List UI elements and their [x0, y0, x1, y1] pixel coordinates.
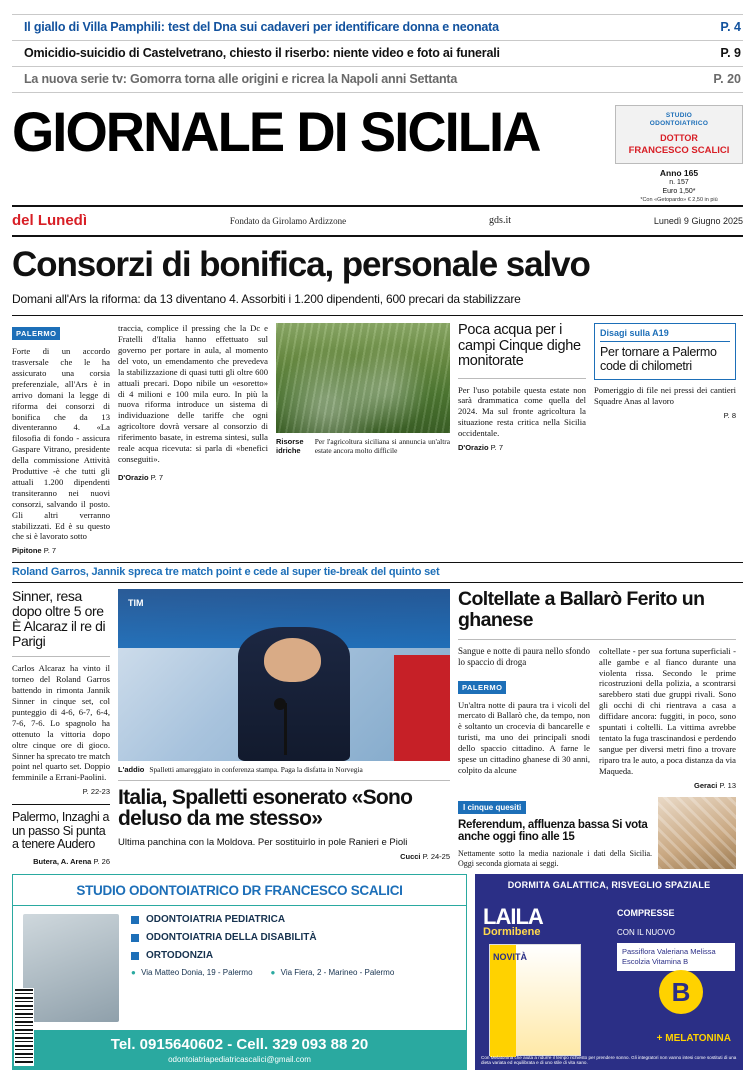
- ad-service-item: [131, 950, 456, 961]
- water-body: Per l'uso potabile questa estate non sarà drammatica come quella del 2024. Ma sul fronte agricoltura la situazione resta critica nella Sicilia occidentale.: [458, 384, 586, 439]
- ad-dental-services: [119, 914, 456, 1022]
- referendum-title: Referendum, affluenza bassa Si vota anche oggi fino alle 15: [458, 818, 648, 844]
- ad-service-label: ORTODONZIA: [146, 950, 214, 961]
- ad-laila-copy: [617, 908, 735, 971]
- ballaro-body-right: coltellate - per sua fortuna superficiali - alle gambe e al fianco durante una violenta rissa. Secondo le prime ricostruzioni della polizia, a scontrarsi sarebbero stati due gruppi rivali. Sono gli occhi di chi rientrava a casa a diffidare ancora: fuggiti, in poco, sono spuntati i coltelli. La vittima avrebbe tentato la fuga trascinandosi e perdendo sangue per diversi metri fino a trovare riparo tra le auto, a poca distanza da via Maqueda.: [599, 645, 736, 776]
- byline-page: P. 26: [93, 857, 110, 867]
- column-spalletti: [118, 589, 450, 869]
- masthead-ad-box[interactable]: [615, 105, 743, 164]
- masthead-info-bar: [12, 207, 743, 237]
- inzaghi-headline[interactable]: Palermo, Inzaghi a un passo Si punta a tenere Audero: [12, 810, 110, 851]
- sport-banner[interactable]: Roland Garros, Jannik spreca tre match point e cede al super tie-break del quinto set: [12, 562, 743, 583]
- caption-lead: Risorse idriche: [276, 437, 304, 456]
- ad-service-label: ODONTOIATRIA DELLA DISABILITÀ: [146, 932, 317, 943]
- bottom-advertisements: [12, 874, 743, 1070]
- mid-grid: [12, 583, 743, 869]
- ad-email[interactable]: odontoiatriapediatricascalici@gmail.com: [13, 1055, 466, 1070]
- caption-text: Per l'agricoltura siciliana si annuncia un'altra estate ancora molto difficile: [314, 437, 450, 456]
- divider: [12, 804, 110, 805]
- masthead-ad-line3: DOTTOR: [660, 133, 698, 144]
- teaser-text: Il giallo di Villa Pamphili: test del Dna sui cadaveri per identificare donna e neonata: [24, 20, 499, 34]
- photo-sponsor-label: TIM: [128, 598, 144, 609]
- byline-name: Geraci: [694, 780, 718, 790]
- ad-dental-photo: [23, 914, 119, 1022]
- story-left-byline: [12, 546, 110, 555]
- ad-service-label: ODONTOIATRIA PEDIATRICA: [146, 914, 286, 925]
- teaser-text: La nuova serie tv: Gomorra torna alle origini e ricrea la Napoli anni Settanta: [24, 72, 458, 86]
- byline-page: P. 24-25: [422, 852, 450, 862]
- byline-name: Butera, A. Arena: [33, 857, 92, 867]
- masthead-meta: [615, 168, 743, 203]
- lead-headline[interactable]: Consorzi di bonifica, personale salvo: [12, 245, 590, 285]
- website-link[interactable]: gds.it: [489, 215, 511, 227]
- ad-address-label: Via Fiera, 2 - Marineo - Palermo: [280, 968, 395, 977]
- barcode: [14, 988, 34, 1066]
- a19-title: Per tornare a Palermo code di chilometri: [600, 345, 717, 373]
- column-ballaro: [458, 589, 736, 869]
- inzaghi-byline: [12, 857, 110, 866]
- ad-laila-dormibene[interactable]: [475, 874, 743, 1070]
- teaser-page: P. 20: [713, 72, 741, 86]
- ad-laila-ingredients: Passiflora Valeriana Melissa Escolzia Vitamina B: [617, 943, 735, 971]
- teaser-page: P. 9: [720, 46, 741, 60]
- ad-laila-brand: LAILA: [483, 904, 543, 929]
- ad-laila-tagline: DORMITA GALATTICA, RISVEGLIO SPAZIALE: [507, 880, 711, 890]
- teaser-item[interactable]: [12, 14, 743, 41]
- byline-page: P. 13: [719, 780, 736, 790]
- sinner-headline[interactable]: Sinner, resa dopo oltre 5 ore È Alcaraz il re di Parigi: [12, 588, 106, 650]
- ballaro-byline: [599, 781, 736, 790]
- spalletti-headline[interactable]: Italia, Spalletti esonerato «Sono deluso da me stesso»: [118, 785, 413, 831]
- newspaper-title: GIORNALE DI SICILIA: [12, 100, 540, 163]
- lead-subhead: Domani all'Ars la riforma: da 13 diventano 4. Assorbiti i 1.200 dipendenti, 600 precari da stabilizzare: [12, 292, 743, 316]
- byline-page: P. 22-23: [82, 787, 110, 797]
- edition-label: del Lunedì: [12, 212, 87, 230]
- spalletti-byline: [118, 852, 450, 861]
- masthead-price: Euro 1,50*: [662, 187, 696, 195]
- masthead: [12, 97, 743, 203]
- vitamin-b-icon: B: [659, 970, 703, 1014]
- ad-address-label: Via Matteo Donia, 19 - Palermo: [141, 968, 253, 977]
- story-left-body: Forte di un accordo trasversale che le ha assicurato una corsia preferenziale, all'Ars è in arrivo domani la legge di riforma dei consorzi di bonifica che da 13 diventeranno 4. «La filosofia di fondo - assicura Gaspare Vitrano, presidente della commissione Attività Produttive -è che tutti gli attuali 1.200 dipendenti transiteranno nei nuovi consorzi, salvando il posto. Gli altri verranno stabilizzati. Ed è su questo che si è lavorato sotto: [12, 346, 110, 542]
- issue-date: Lunedì 9 Giugno 2025: [653, 215, 743, 226]
- masthead-ad-line4: FRANCESCO SCALICI: [628, 144, 730, 156]
- a19-byline: [594, 411, 736, 420]
- caption-text: Spalletti amareggiato in conferenza stampa. Paga la disfatta in Norvegia: [149, 765, 363, 775]
- a19-body: Pomeriggio di file nei pressi dei cantieri Squadre Anas al lavoro: [594, 385, 736, 406]
- ad-laila-product: Dormibene: [483, 926, 541, 938]
- masthead-numero: n. 157: [669, 179, 689, 186]
- divider: [118, 780, 450, 781]
- bullet-square-icon: [131, 952, 139, 960]
- column-center: [118, 323, 450, 555]
- teaser-item[interactable]: [12, 67, 743, 93]
- teaser-text: Omicidio-suicidio di Castelvetrano, chiesto il riserbo: niente video e foto ai funerali: [24, 46, 500, 60]
- water-headline[interactable]: Poca acqua per i campi Cinque dighe monitorate: [458, 322, 581, 370]
- package-flag-label: NOVITÀ: [493, 952, 528, 962]
- byline-page: P. 7: [490, 443, 504, 453]
- column-sinner: [12, 589, 110, 869]
- byline-name: Cucci: [400, 852, 421, 862]
- sinner-body: Carlos Alcaraz ha vinto il torneo del Roland Garros battendo in rimonta Jannik Sinner in cinque set, col punteggio di 4-6, 6-7, 6-4, 7-6, 7-6. Lo spagnolo ha ottenuto la vittoria dopo oltre cinque ore di gioco. Sinner ha sprecato tre match point nel quarto set. Doppio femminile a Errani-Paolini.: [12, 663, 110, 783]
- bullet-square-icon: [131, 934, 139, 942]
- photo-caption: [276, 437, 450, 456]
- teaser-page: P. 4: [720, 20, 741, 34]
- masthead-side: [615, 105, 743, 203]
- kicker-palermo: PALERMO: [458, 681, 506, 694]
- divider: [458, 378, 586, 379]
- masthead-ad-line2: ODONTOIATRICO: [649, 120, 709, 128]
- divider: [12, 656, 110, 657]
- caption-lead: L'addio: [118, 765, 145, 775]
- column-a19: [594, 323, 736, 555]
- sinner-byline: [12, 787, 110, 796]
- referendum-box[interactable]: [458, 797, 736, 870]
- ad-service-item: [131, 914, 456, 925]
- photo-irrigation: [276, 323, 450, 433]
- referendum-text: [458, 797, 652, 870]
- teaser-list: [12, 0, 743, 97]
- ad-laila-form: COMPRESSE: [617, 908, 675, 918]
- story-center-byline: [118, 473, 450, 482]
- spalletti-deck: Ultima panchina con la Moldova. Per sostituirlo in pole Ranieri e Pioli: [118, 837, 408, 849]
- ad-address-item: [271, 968, 395, 977]
- location-pin-icon: ●: [270, 968, 276, 977]
- referendum-body: Nettamente sotto la media nazionale i dati della Sicilia. Oggi seconda giornata ai seggi.: [458, 848, 652, 868]
- bullet-square-icon: [131, 916, 139, 924]
- kicker-palermo: PALERMO: [12, 327, 60, 340]
- ballaro-headline[interactable]: Coltellate a Ballarò Ferito un ghanese: [458, 588, 705, 632]
- ballaro-body-left: Un'altra notte di paura tra i vicoli del mercato di Ballarò che, da tempo, non è soltanto un crocevia di bancarelle e turisti, ma uno dei principali snodi dello spaccio cittadino. A farne le spese un cittadino ghanese di 30 anni, colpito da alcune: [458, 699, 590, 775]
- lead-story: [12, 237, 743, 316]
- column-water: [458, 323, 586, 555]
- masthead-anno: Anno 165: [659, 168, 699, 179]
- ad-laila-disclaimer: Con Melatonina che aiuta a ridurre il tempo richiesto per prendere sonno. Gli integratori non vanno intesi come sostituti di una dieta variata ed equilibrata e di uno stile di vita sano.: [481, 1054, 737, 1066]
- divider: [458, 639, 736, 640]
- ad-laila-package: [489, 944, 581, 1056]
- ad-dental-studio[interactable]: [12, 874, 467, 1070]
- masthead-price-note: *Con «Getopardo» € 2,50 in più: [640, 196, 718, 203]
- water-byline: [458, 443, 586, 452]
- referendum-kicker: I cinque quesiti: [458, 801, 526, 814]
- byline-page: P. 7: [150, 472, 164, 482]
- column-left: [12, 323, 110, 555]
- byline-name: Pipitone: [12, 546, 42, 556]
- photo-ballot-box: [658, 797, 736, 870]
- upper-grid: [12, 316, 743, 555]
- ad-phone[interactable]: Tel. 0915640602 - Cell. 329 093 88 20: [13, 1030, 466, 1055]
- byline-page: P. 8: [723, 410, 736, 420]
- ad-laila-melatonin: + MELATONINA: [656, 1033, 731, 1044]
- ad-address-item: [131, 968, 253, 977]
- location-pin-icon: ●: [131, 968, 136, 977]
- founder-note: Fondato da Girolamo Ardizzone: [229, 215, 347, 226]
- masthead-ad-line1: STUDIO: [665, 112, 693, 119]
- ad-dental-title: STUDIO ODONTOIATRICO DR FRANCESCO SCALICI: [13, 875, 466, 906]
- ad-addresses: [131, 968, 456, 977]
- byline-name: D'Orazio: [458, 443, 489, 453]
- a19-box[interactable]: [594, 323, 736, 380]
- photo-spalletti-press-conference: [118, 589, 450, 761]
- teaser-item[interactable]: [12, 41, 743, 67]
- ad-service-item: [131, 932, 456, 943]
- ad-laila-new: CON IL NUOVO: [617, 928, 675, 937]
- story-center-body: traccia, complice il pressing che la Dc e Fratelli d'Italia hanno effettuato sul governo per portare in aula, al momento del voto, un emendamento che prevedeva la stabilizzazione di quasi tutti gli oltre 600 attuali precari. Dopo nibile un «esoretto» di 4 milioni e 100 mila euro. In più la nuova riforma introduce un sistema di individuazione delle tariffe che ogni agricoltore dovrà versare al consorzio di riferimento basate, in estrema sintesi, sulla reale acqua ricevuta: si parla di «benefici conseguiti».: [118, 323, 268, 464]
- a19-kicker: Disagi sulla A19: [600, 328, 730, 342]
- byline-name: D'Orazio: [118, 472, 149, 482]
- byline-page: P. 7: [43, 546, 57, 556]
- ballaro-standfirst: Sangue e notte di paura nello sfondo lo spaccio di droga: [458, 645, 590, 668]
- spalletti-caption: [118, 765, 450, 774]
